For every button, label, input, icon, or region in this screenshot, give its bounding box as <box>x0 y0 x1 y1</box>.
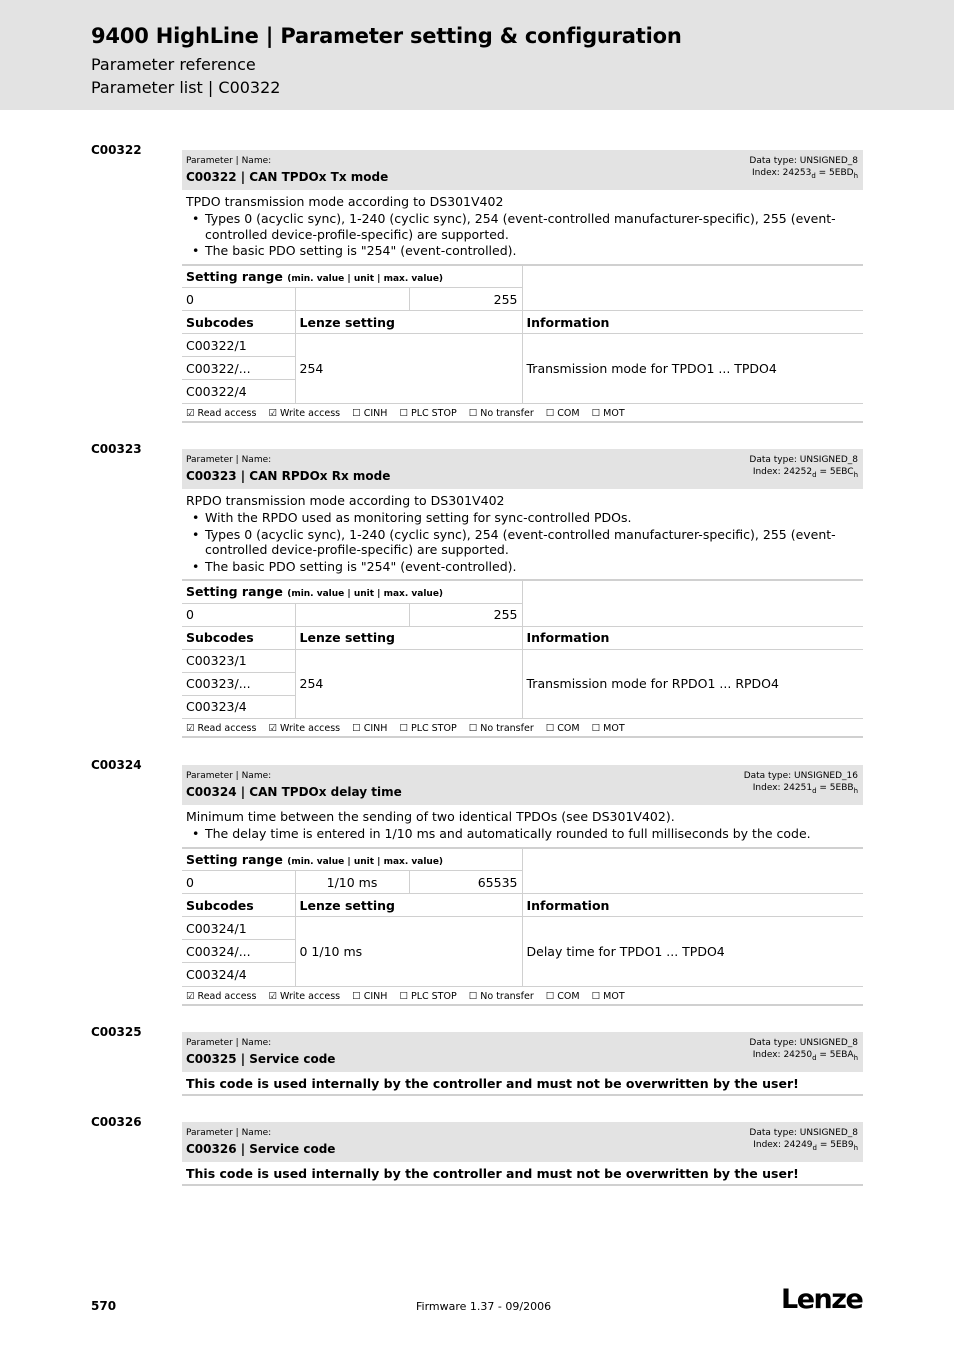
access-flags <box>182 718 863 738</box>
code-label-c00324: C00324 <box>91 758 142 772</box>
code-label-c00326: C00326 <box>91 1115 142 1129</box>
information-heading: Information <box>522 894 863 917</box>
subcode: C00324/4 <box>182 963 295 986</box>
header-band <box>0 0 954 110</box>
bullet-item: • The basic PDO setting is "254" (event-controlled). <box>186 559 859 575</box>
information-heading: Information <box>522 626 863 649</box>
param-description <box>182 190 863 259</box>
setting-range-heading: Setting range (min. value | unit | max. value) <box>182 848 522 871</box>
subcode: C00323/... <box>182 672 295 695</box>
param-header <box>182 150 863 190</box>
lenze-setting-heading: Lenze setting <box>295 311 522 334</box>
description-bullets <box>186 826 859 842</box>
param-table <box>182 847 863 986</box>
param-index: Index: $24249_d = 5EB9_h$ <box>753 1140 858 1152</box>
no-transfer-flag: ☐ No transfer <box>468 990 534 1002</box>
information-value: Transmission mode for RPDO1 ... RPDO4 <box>522 649 863 718</box>
param-block-c00324 <box>182 765 863 1006</box>
subcode: C00323/4 <box>182 695 295 718</box>
range-max: 255 <box>409 603 522 626</box>
subsection-title: Parameter list | C00322 <box>91 78 281 97</box>
data-type: Data type: UNSIGNED_8 <box>749 1128 858 1138</box>
param-block-c00322 <box>182 150 863 423</box>
plc-stop-flag: ☐ PLC STOP <box>399 723 457 734</box>
code-label-c00323: C00323 <box>91 442 142 456</box>
bullet-item: • The delay time is entered in 1/10 ms and automatically rounded to full milliseconds by the code. <box>186 826 859 842</box>
mot-flag: ☐ MOT <box>591 723 625 734</box>
subcode: C00322/1 <box>182 334 295 357</box>
param-index: Index: $24251_d = 5EBB_h$ <box>752 783 858 795</box>
param-name-caption: Parameter | Name: <box>186 1128 272 1138</box>
lenze-setting-value: 0 1/10 ms <box>295 917 522 986</box>
param-table <box>182 579 863 718</box>
read-access-flag: ☑ Read access <box>186 407 257 419</box>
subcodes-heading: Subcodes <box>182 626 295 649</box>
com-flag: ☐ COM <box>545 990 580 1002</box>
range-min: 0 <box>182 288 295 311</box>
param-index: Index: $24250_d = 5EBA_h$ <box>752 1050 858 1062</box>
param-description <box>182 489 863 574</box>
read-access-flag: ☑ Read access <box>186 990 257 1002</box>
write-access-flag: ☑ Write access <box>268 990 341 1002</box>
param-name: C00323 | CAN RPDOx Rx mode <box>186 469 391 483</box>
section-title: Parameter reference <box>91 55 256 74</box>
com-flag: ☐ COM <box>545 407 580 419</box>
description-text: TPDO transmission mode according to DS301V402 <box>186 194 504 209</box>
data-type: Data type: UNSIGNED_16 <box>743 771 858 781</box>
write-access-flag: ☑ Write access <box>268 723 341 734</box>
lenze-setting-heading: Lenze setting <box>295 626 522 649</box>
write-access-flag: ☑ Write access <box>268 407 341 419</box>
firmware-version: Firmware 1.37 - 09/2006 <box>416 1300 552 1313</box>
description-text: RPDO transmission mode according to DS301V402 <box>186 493 505 508</box>
code-label-c00322: C00322 <box>91 143 142 157</box>
access-flags <box>182 986 863 1006</box>
cinh-flag: ☐ CINH <box>352 723 388 734</box>
lenze-setting-heading: Lenze setting <box>295 894 522 917</box>
cinh-flag: ☐ CINH <box>352 990 388 1002</box>
bullet-item: • With the RPDO used as monitoring setting for sync-controlled PDOs. <box>186 510 859 526</box>
bullet-item: • The basic PDO setting is "254" (event-controlled). <box>186 243 859 259</box>
internal-use-note: This code is used internally by the controller and must not be overwritten by the user! <box>182 1162 863 1186</box>
param-table <box>182 264 863 403</box>
range-min: 0 <box>182 871 295 894</box>
no-transfer-flag: ☐ No transfer <box>468 723 534 734</box>
bullet-item: • Types 0 (acyclic sync), 1-240 (cyclic sync), 254 (event-controlled manufacturer-specific), 255 (event-controlled device-profile-specific) are supported. <box>186 527 859 558</box>
param-index: Index: $24253_d = 5EBD_h$ <box>752 168 858 180</box>
code-label-c00325: C00325 <box>91 1025 142 1039</box>
no-transfer-flag: ☐ No transfer <box>468 407 534 419</box>
data-type: Data type: UNSIGNED_8 <box>749 1038 858 1048</box>
param-description <box>182 805 863 842</box>
bullet-item: • Types 0 (acyclic sync), 1-240 (cyclic sync), 254 (event-controlled manufacturer-specific), 255 (event-controlled device-profile-specific) are supported. <box>186 211 859 242</box>
cinh-flag: ☐ CINH <box>352 407 388 419</box>
range-max: 255 <box>409 288 522 311</box>
range-max: 65535 <box>409 871 522 894</box>
information-value: Transmission mode for TPDO1 ... TPDO4 <box>522 334 863 403</box>
data-type: Data type: UNSIGNED_8 <box>749 455 858 465</box>
param-name: C00326 | Service code <box>186 1142 336 1156</box>
lenze-logo: Lenze <box>781 1284 863 1315</box>
lenze-setting-value: 254 <box>295 649 522 718</box>
page-number: 570 <box>91 1299 117 1313</box>
description-bullets <box>186 510 859 574</box>
param-header <box>182 765 863 805</box>
setting-range-heading: Setting range (min. value | unit | max. value) <box>182 580 522 603</box>
param-index: Index: $24252_d = 5EBC_h$ <box>752 467 858 479</box>
information-heading: Information <box>522 311 863 334</box>
mot-flag: ☐ MOT <box>591 990 625 1002</box>
range-unit: 1/10 ms <box>295 871 409 894</box>
param-name: C00322 | CAN TPDOx Tx mode <box>186 170 389 184</box>
plc-stop-flag: ☐ PLC STOP <box>399 407 457 419</box>
range-unit <box>295 603 409 626</box>
information-value: Delay time for TPDO1 ... TPDO4 <box>522 917 863 986</box>
param-header <box>182 449 863 489</box>
param-name-caption: Parameter | Name: <box>186 771 272 781</box>
param-header <box>182 1032 863 1072</box>
param-block-c00323 <box>182 449 863 738</box>
data-type: Data type: UNSIGNED_8 <box>749 156 858 166</box>
read-access-flag: ☑ Read access <box>186 723 257 734</box>
subcode: C00324/1 <box>182 917 295 940</box>
param-name-caption: Parameter | Name: <box>186 455 272 465</box>
param-name-caption: Parameter | Name: <box>186 156 272 166</box>
subcode: C00322/... <box>182 357 295 380</box>
param-block-c00326 <box>182 1122 863 1186</box>
description-bullets <box>186 211 859 259</box>
access-flags <box>182 403 863 423</box>
range-min: 0 <box>182 603 295 626</box>
param-name: C00324 | CAN TPDOx delay time <box>186 785 402 799</box>
document-title: 9400 HighLine | Parameter setting & configuration <box>91 24 682 48</box>
lenze-setting-value: 254 <box>295 334 522 403</box>
plc-stop-flag: ☐ PLC STOP <box>399 990 457 1002</box>
subcode: C00322/4 <box>182 380 295 403</box>
setting-range-heading: Setting range (min. value | unit | max. value) <box>182 265 522 288</box>
param-name-caption: Parameter | Name: <box>186 1038 272 1048</box>
subcodes-heading: Subcodes <box>182 894 295 917</box>
param-block-c00325 <box>182 1032 863 1096</box>
subcodes-heading: Subcodes <box>182 311 295 334</box>
range-unit <box>295 288 409 311</box>
param-name: C00325 | Service code <box>186 1052 336 1066</box>
mot-flag: ☐ MOT <box>591 407 625 419</box>
param-header <box>182 1122 863 1162</box>
subcode: C00323/1 <box>182 649 295 672</box>
subcode: C00324/... <box>182 940 295 963</box>
com-flag: ☐ COM <box>545 723 580 734</box>
internal-use-note: This code is used internally by the controller and must not be overwritten by the user! <box>182 1072 863 1096</box>
description-text: Minimum time between the sending of two identical TPDOs (see DS301V402). <box>186 809 675 824</box>
